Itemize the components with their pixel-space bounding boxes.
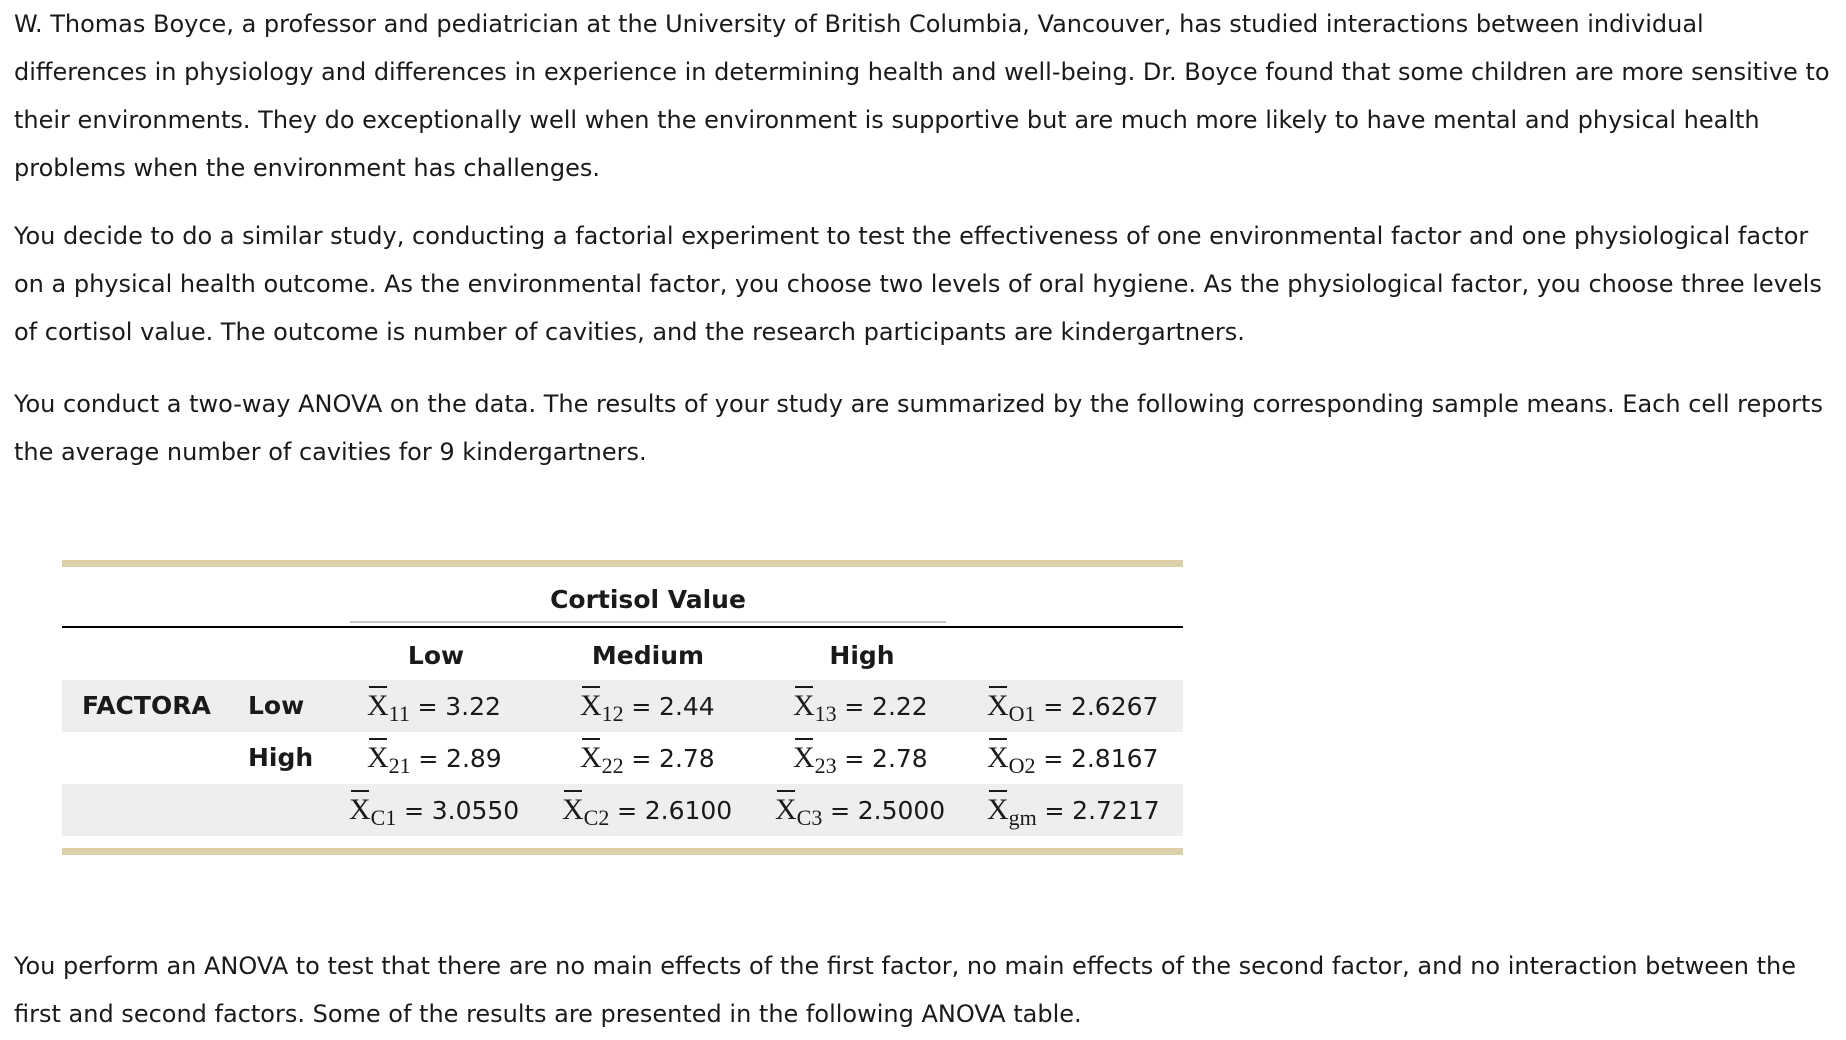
col-header-low: Low — [407, 641, 465, 670]
intro-paragraph: W. Thomas Boyce, a professor and pediatrician at the University of British Columbia, Vancouver, has studied interactions between individual differences in physiology and differences in experience in determining health and well-being. Dr. Boyce found that some children are more sensitive to their environments. They do exceptionally well when the environment is supportive but are much more likely to have mental and physical health problems when the environment has challenges. — [14, 10, 1830, 182]
cell-mean-o1: XO1 = 2.6267 — [987, 680, 1158, 732]
table-bottom-band — [62, 848, 1183, 855]
cell-mean-o2: XO2 = 2.8167 — [987, 732, 1158, 784]
cell-mean-22: X22 = 2.78 — [580, 732, 715, 784]
row-label-low: Low — [248, 691, 305, 720]
column-factor-title: Cortisol Value — [550, 585, 746, 614]
cell-mean-gm: Xgm = 2.7217 — [987, 784, 1160, 836]
cell-mean-23: X23 = 2.78 — [793, 732, 928, 784]
cell-mean-11: X11 = 3.22 — [367, 680, 501, 732]
cell-mean-21: X21 = 2.89 — [367, 732, 502, 784]
anova-summary-paragraph: You conduct a two-way ANOVA on the data. The results of your study are summarized by the following corresponding sample means. Each cell reports the average number of cavities for 9 kindergartners. — [14, 390, 1823, 466]
table-row — [62, 680, 1183, 732]
cell-mean-c2: XC2 = 2.6100 — [562, 784, 732, 836]
study-design-paragraph: You decide to do a similar study, conducting a factorial experiment to test the effectiveness of one environmental factor and one physiological factor on a physical health outcome. As the environmental factor, you choose two levels of oral hygiene. As the physiological factor, you choose three levels of cortisol value. The outcome is number of cavities, and the research participants are kindergartners. — [14, 222, 1822, 346]
col-header-high: High — [829, 641, 895, 670]
column-factor-underline — [350, 621, 946, 623]
header-rule — [62, 626, 1183, 628]
table-top-band — [62, 560, 1183, 567]
row-factor-label: FACTORA — [82, 691, 211, 720]
cell-mean-c3: XC3 = 2.5000 — [775, 784, 945, 836]
cell-mean-c1: XC1 = 3.0550 — [349, 784, 519, 836]
cell-mean-12: X12 = 2.44 — [580, 680, 715, 732]
col-header-medium: Medium — [591, 641, 705, 670]
cell-mean-13: X13 = 2.22 — [793, 680, 928, 732]
table-row — [62, 732, 1183, 784]
anova-test-paragraph: You perform an ANOVA to test that there are no main effects of the first factor, no main effects of the second factor, and no interaction between the first and second factors. Some of the results are presented in the following ANOVA table. — [14, 952, 1796, 1028]
table-row — [62, 784, 1183, 836]
row-label-high: High — [248, 743, 314, 772]
